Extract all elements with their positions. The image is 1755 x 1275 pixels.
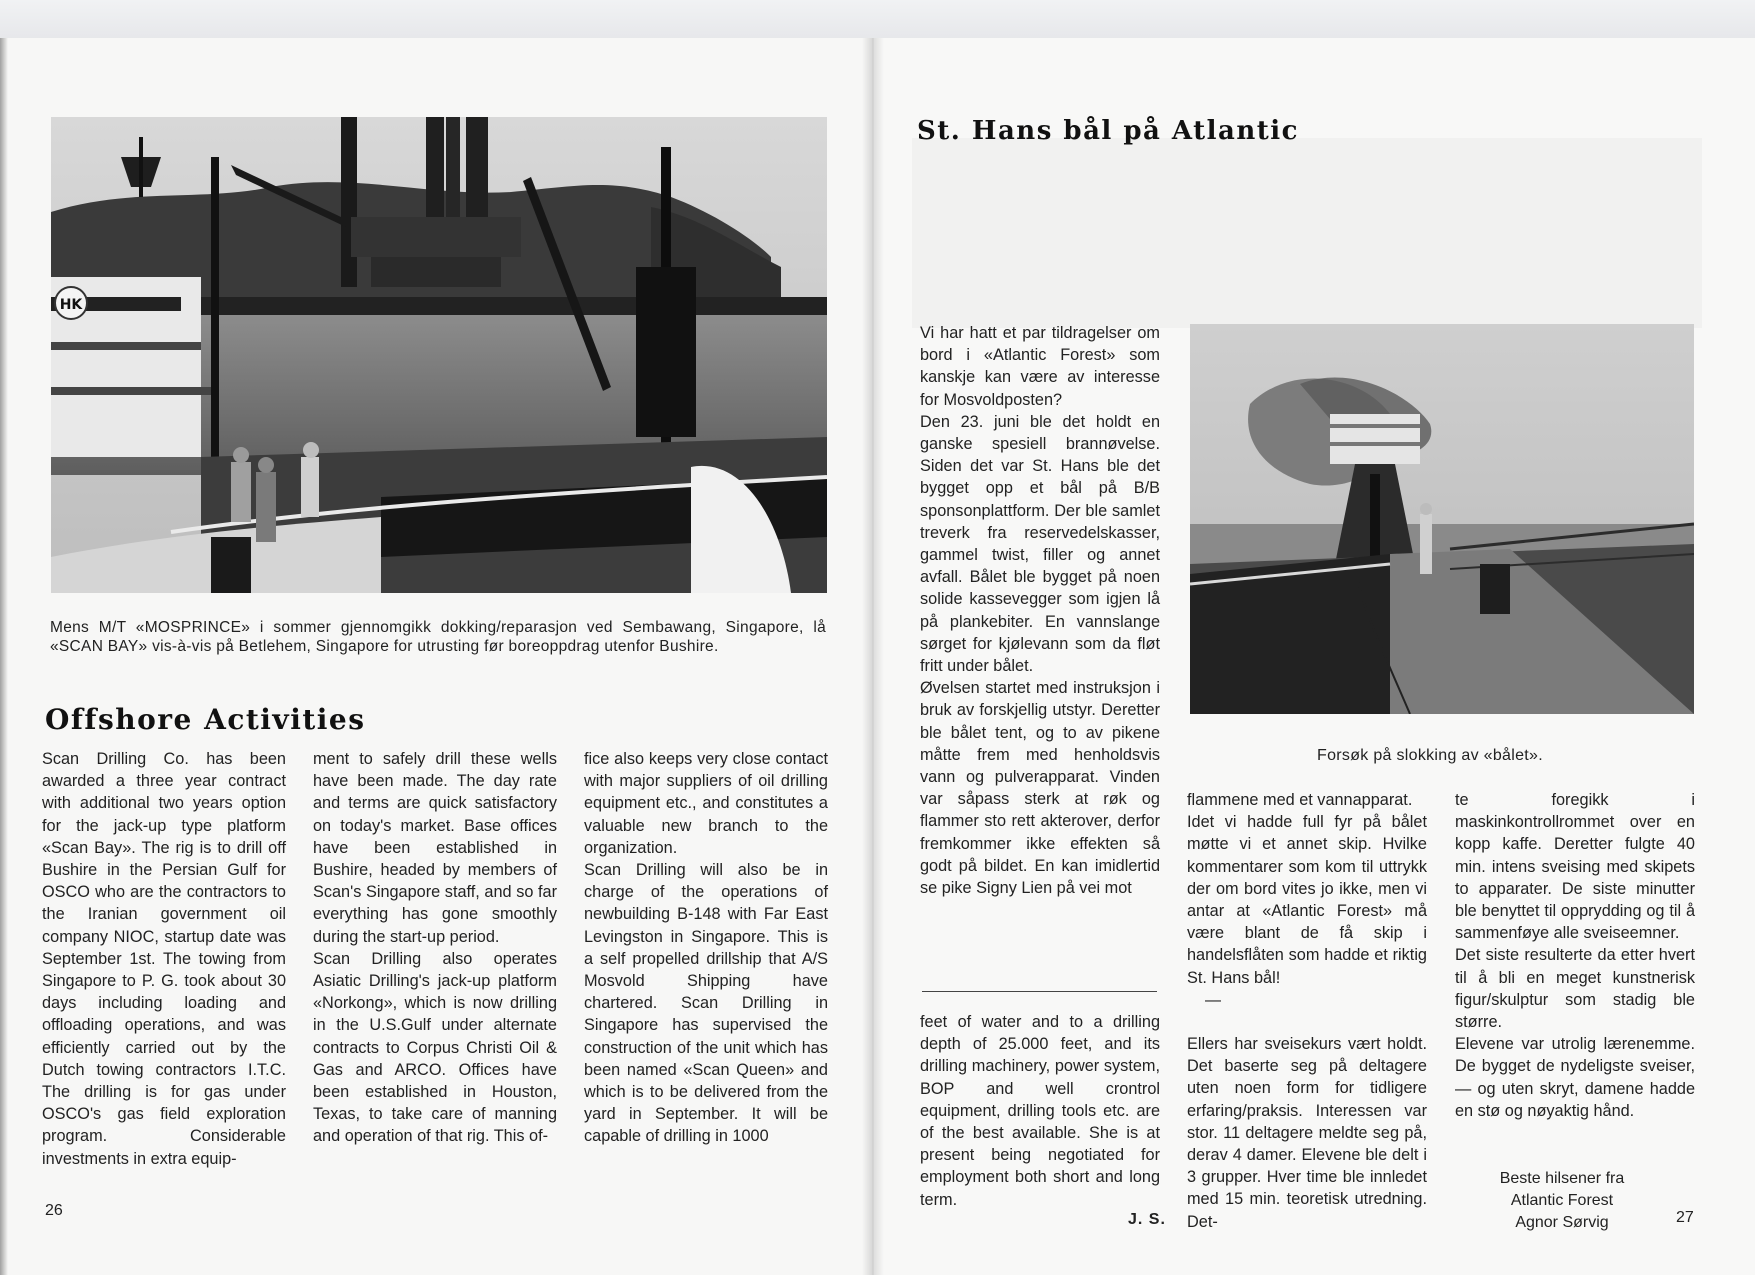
- photo-caption-right: Forsøk på slokking av «bålet».: [1317, 747, 1543, 764]
- article-column-3: fice also keeps very close contact with major suppliers of oil drilling equipment etc., and constitutes a valuable new branch to the organization. Scan Drilling will also be in charge of the operations of newbuilding B-148 with Far East Levingston in Singapore. This is a self propelled drillship that A/S Mosvold Shipping have chartered. Scan Drilling in Singapore has supervised the construction of the unit which has been named «Scan Queen» and which is to be delivered from the yard in September. It will be capable of drilling in 1000: [584, 750, 828, 1146]
- signature-block: [1442, 1168, 1682, 1234]
- column-divider-rule: [922, 991, 1157, 992]
- article-column-norwegian-1: Vi har hatt et par tildragelser om bord i «Atlantic Forest» som kanskje kan være av interesse for Mosvoldposten? Den 23. juni ble det holdt en ganske spesiell brannøvelse. Siden det var St. Hans ble det bygget opp et bål på B/B sponsonplattform. Der ble samlet treverk fra reservedelskasser, gammel twist, filler og annet avfall. Bålet ble bygget på noen solide kassevegger som igjen lå på plankebiter. En vannslange sørget for kjølevann som da fløt fritt under bålet. Øvelsen startet med instruksjon i bruk av forskjellig utstyr. Deretter ble bålet tent, og to av pikene måtte frem med henholdsvis vann og pulverapparat. Vinden var såpass sterk at røk og flammer sto rett akterover, derfor fremkommer ikke effekten så godt på bildet. En kan imidlertid se pike Signy Lien på vei mot: [920, 324, 1160, 898]
- fire-drill-photo-illustration: [1190, 324, 1694, 714]
- article-column-english-end: feet of water and to a drilling depth of 25.000 feet, and its drilling machinery, power system, BOP and well crontrol equipment, drilling tools etc. are of the best available. She is at present being negotiated for employment both short and long term.: [920, 1013, 1160, 1209]
- signature-line-name: Agnor Sørvig: [1515, 1214, 1609, 1231]
- book-gutter: [862, 38, 884, 1275]
- photo-scan-bay-harbor: [51, 117, 827, 593]
- signature-line-greeting: Beste hilsener fra: [1499, 1170, 1625, 1187]
- heading-st-hans-bal: St. Hans bål på Atlantic: [917, 116, 1299, 146]
- harbor-photo-illustration: [51, 117, 827, 593]
- show-through-shading: [912, 138, 1702, 328]
- article-column-norwegian-4: te foregikk i maskinkontrollrommet over en kopp kaffe. Deretter fulgte 40 min. intens sveising med skipets to apparater. De siste minutter ble benyttet til opprydding og til å sammenføye alle sveiseemner. Det siste resulterte da etter hvert til å bli en meget kunstnerisk figur/skulptur som stadig ble større. Elevene var utrolig lærenemme. De bygget de nydeligste sveiser, — og uten skryt, damene hadde en stø og nøyaktig hånd.: [1455, 791, 1695, 1120]
- article-column-norwegian-3: Ellers har sveisekurs vært holdt. Det baserte seg på deltagere uten noen form for tidligere erfaring/praksis. Interessen var stor. 11 deltagere meldte seg på, derav 4 damer. Elevene ble delt i 3 grupper. Hver time ble innledet med 15 min. teoretisk utredning. Det-: [1187, 1035, 1427, 1231]
- page-27: [872, 38, 1755, 1275]
- page-edge-shadow: [0, 38, 8, 1275]
- photo-caption-left: Mens M/T «MOSPRINCE» i sommer gjennomgikk dokking/reparasjon ved Sembawang, Singapore, lå «SCAN BAY» vis-à-vis på Betlehem, Singapore for utrusting før boreoppdrag utenfor Bushire.: [50, 619, 826, 655]
- page-number-left: 26: [45, 1202, 63, 1219]
- heading-offshore-activities: Offshore Activities: [45, 703, 366, 736]
- photo-fire-drill: [1190, 324, 1694, 714]
- signature-line-ship: Atlantic Forest: [1510, 1192, 1614, 1209]
- page-26: [0, 38, 872, 1275]
- article-column-2: ment to safely drill these wells have been made. The day rate and terms are quick satisfactory on today's market. Base offices have been established in Bushire, headed by members of Scan's Singapore staff, and so far everything has gone smoothly during the start-up period. Scan Drilling also operates Asiatic Drilling's jack-up platform «Norkong», which is now drilling in the U.S.Gulf under alternate contracts to Corpus Christi Oil & Gas and ARCO. Offices have been established in Houston, Texas, to take care of manning and operation of that rig. This of-: [313, 750, 557, 1146]
- section-dash: —: [1205, 992, 1221, 1009]
- author-initials: J. S.: [1128, 1211, 1166, 1228]
- article-column-norwegian-2: flammene med et vannapparat. Idet vi hadde full fyr på bålet møtte vi et annet skip. Hvilke kommentarer som kom til uttrykk der om bord vites jo ikke, men vi antar at «Atlantic Forest» må være blant de få skip i handelsflåten som hadde et riktig St. Hans bål!: [1187, 791, 1427, 987]
- article-column-1: Scan Drilling Co. has been awarded a three year contract with additional two years option for the jack-up type platform «Scan Bay». The rig is to drill off Bushire in the Persian Gulf for OSCO who are the contractors to the Iranian government oil company NIOC, startup date was September 1st. The towing from Singapore to P. G. took about 30 days including loading and offloading operations, and was efficiently carried out by the Dutch towing contractors I.T.C. The drilling is for gas under OSCO's gas field exploration program. Considerable investments in extra equip-: [42, 750, 286, 1168]
- page-number-right: 27: [1676, 1209, 1694, 1226]
- ship-logo-text: HK: [59, 297, 83, 313]
